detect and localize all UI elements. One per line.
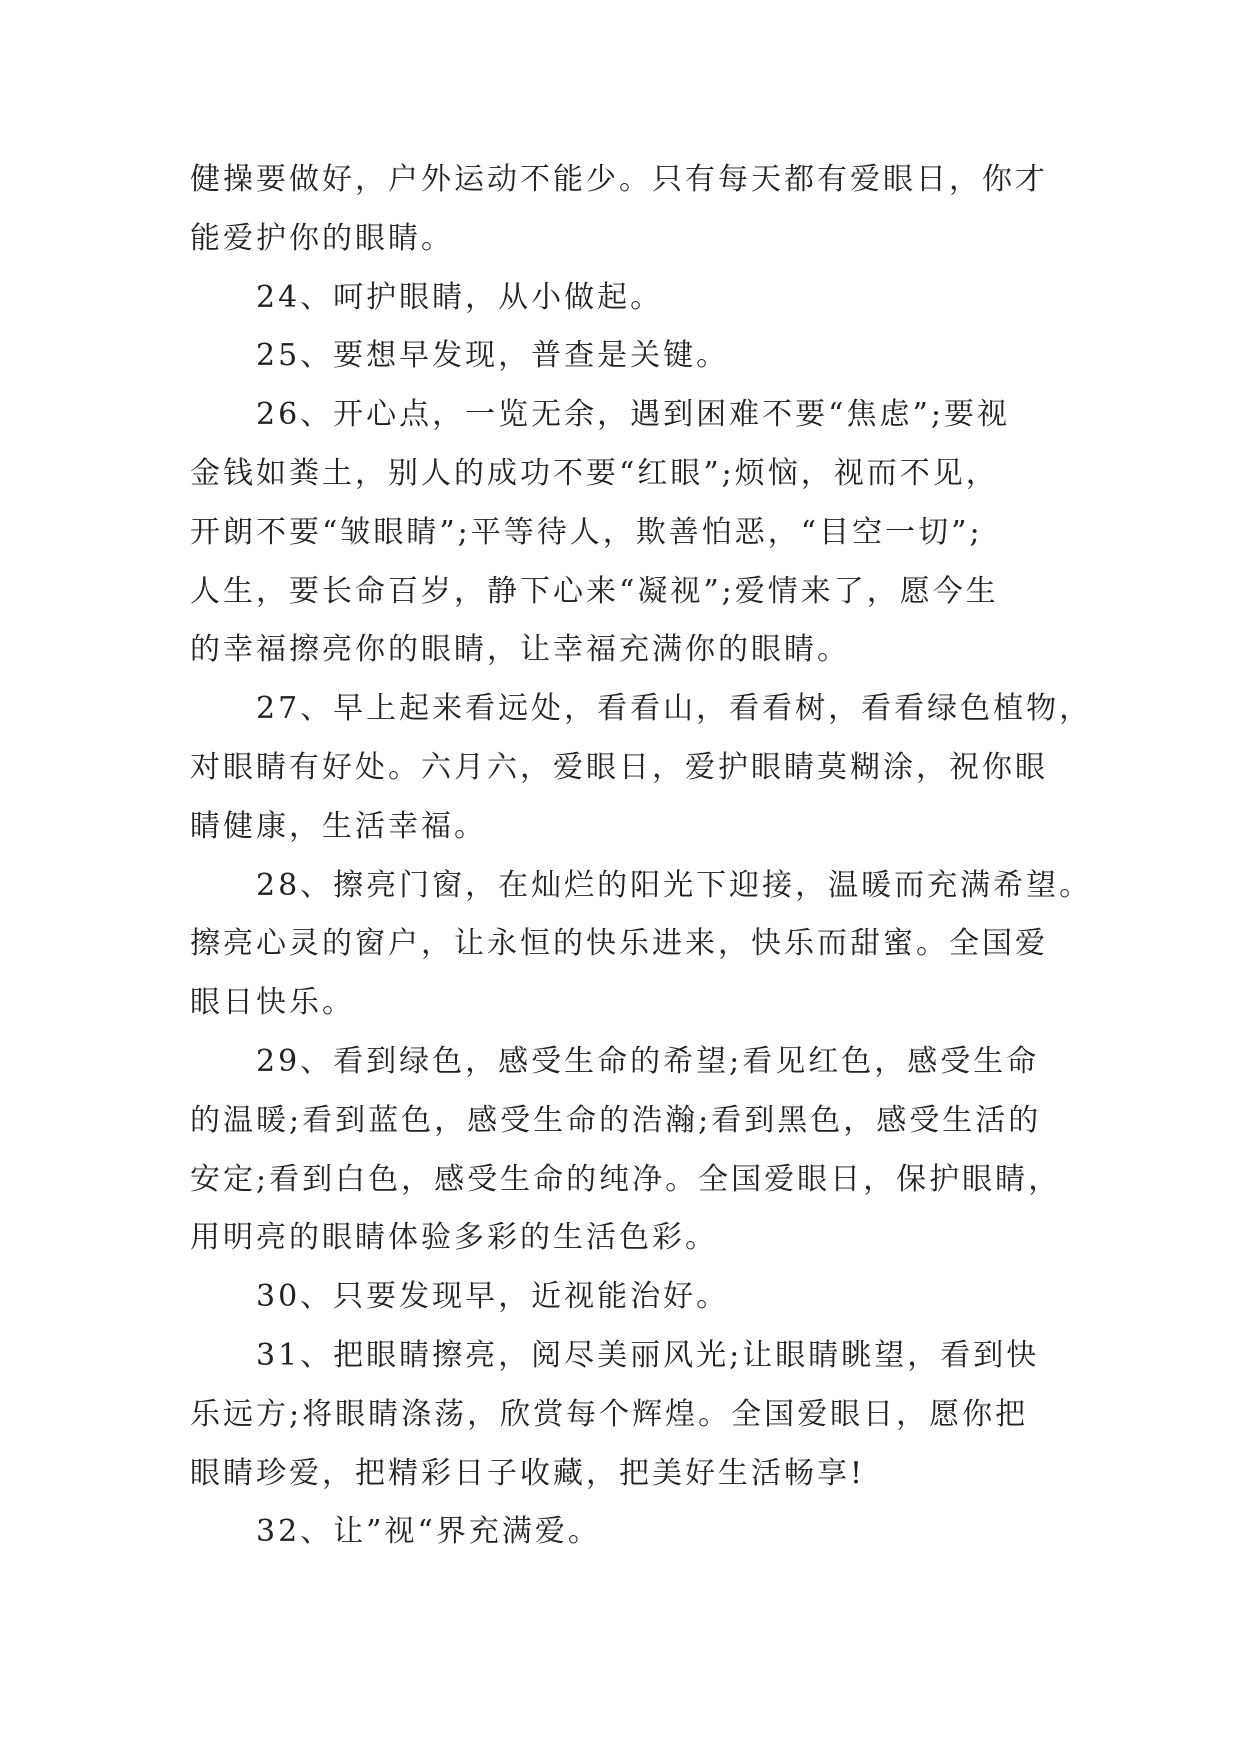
text-line: 乐远方;将眼睛涤荡，欣赏每个辉煌。全国爱眼日，愿你把	[190, 1396, 1029, 1432]
paragraph-item-24	[190, 269, 1090, 328]
text-line: 擦亮心灵的窗户，让永恒的快乐进来，快乐而甜蜜。全国爱	[190, 926, 1048, 962]
text-line: 32、让”视“界充满爱。	[256, 1514, 601, 1550]
text-line: 28、擦亮门窗，在灿烂的阳光下迎接，温暖而充满希望。	[256, 867, 1093, 903]
text-line: 眼日快乐。	[190, 985, 355, 1021]
text-line: 用明亮的眼睛体验多彩的生活色彩。	[190, 1220, 718, 1256]
text-line: 人生，要长命百岁，静下心来“凝视”;爱情来了，愿今生	[190, 573, 999, 609]
text-line: 29、看到绿色，感受生命的希望;看见红色，感受生命	[256, 1043, 1040, 1079]
text-line: 25、要想早发现，普查是关键。	[256, 338, 730, 374]
text-line: 开朗不要“皱眼睛”;平等待人，欺善怕恶，“目空一切”;	[190, 514, 983, 550]
text-line: 能爱护你的眼睛。	[190, 220, 454, 256]
text-line: 睛健康，生活幸福。	[190, 808, 487, 844]
paragraph-item-28	[190, 857, 1093, 1033]
text-line: 27、早上起来看远处，看看山，看看树，看看绿色植物，	[256, 691, 1093, 727]
text-line: 金钱如粪土，别人的成功不要“红眼”;烦恼，视而不见，	[190, 455, 999, 491]
text-line: 安定;看到白色，感受生命的纯净。全国爱眼日，保护眼睛，	[190, 1161, 1062, 1197]
text-line: 24、呵护眼睛，从小做起。	[256, 279, 664, 315]
paragraph-item-32	[190, 1503, 1090, 1562]
text-line: 26、开心点，一览无余，遇到困难不要“焦虑”;要视	[256, 397, 1010, 433]
text-line: 的幸福擦亮你的眼睛，让幸福充满你的眼睛。	[190, 632, 850, 668]
paragraph-item-29	[190, 1033, 1090, 1268]
text-line: 30、只要发现早，近视能治好。	[256, 1279, 730, 1315]
text-line: 31、把眼睛擦亮，阅尽美丽风光;让眼睛眺望，看到快	[256, 1337, 1040, 1373]
paragraph-item-26	[190, 386, 1090, 680]
paragraph-item-25	[190, 327, 1090, 386]
text-line: 健操要做好，户外运动不能少。只有每天都有爱眼日，你才	[190, 162, 1048, 197]
document-body	[190, 151, 1093, 1562]
paragraph-item-31	[190, 1327, 1090, 1503]
paragraph-continued	[190, 151, 1090, 269]
paragraph-item-30	[190, 1268, 1090, 1327]
text-line: 对眼睛有好处。六月六，爱眼日，爱护眼睛莫糊涂，祝你眼	[190, 749, 1048, 785]
text-line: 的温暖;看到蓝色，感受生命的浩瀚;看到黑色，感受生活的	[190, 1102, 1042, 1138]
paragraph-item-27	[190, 680, 1093, 856]
text-line: 眼睛珍爱，把精彩日子收藏，把美好生活畅享!	[190, 1455, 866, 1491]
